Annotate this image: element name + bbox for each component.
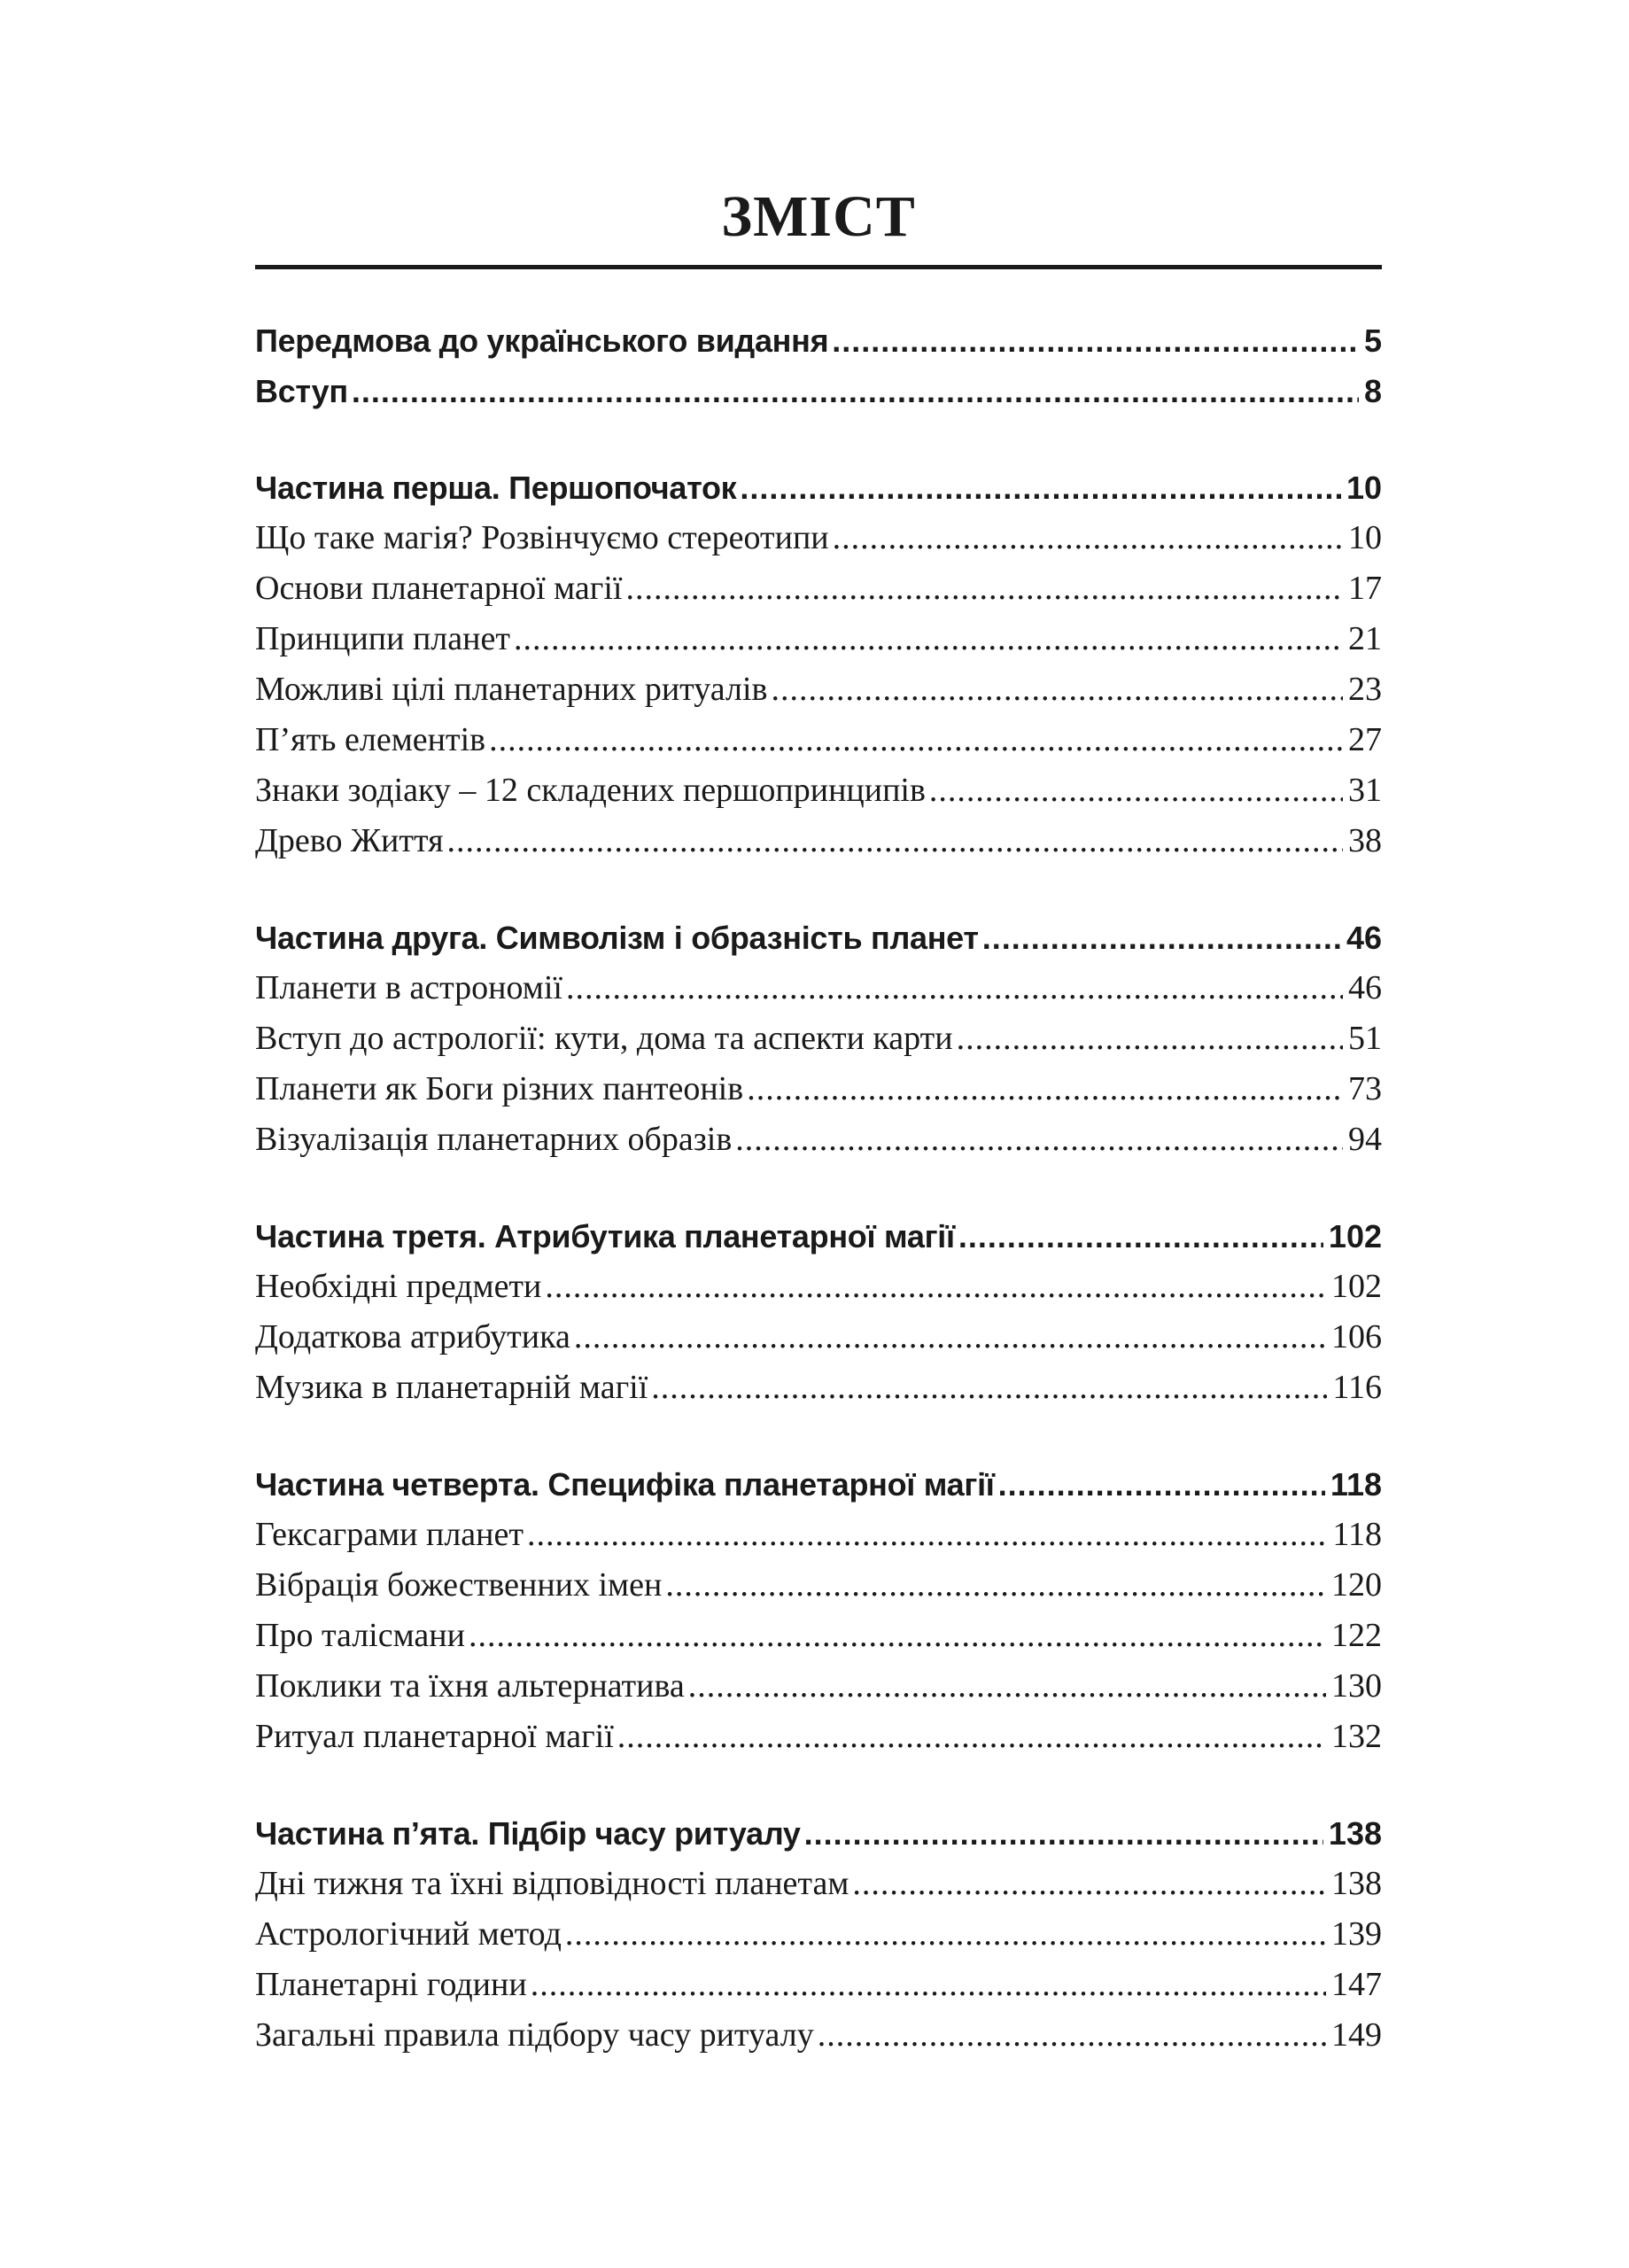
toc-entry-page: 10 xyxy=(1346,470,1382,506)
toc-entry-label: П’ять елементів xyxy=(255,721,486,758)
toc-entry[interactable] xyxy=(255,1064,1382,1115)
toc-entry[interactable] xyxy=(255,1859,1382,1909)
toc-part-2 xyxy=(255,913,1382,1165)
toc-entry-page: 149 xyxy=(1331,2016,1382,2054)
dot-leader xyxy=(447,816,1343,866)
toc-entry[interactable] xyxy=(255,1262,1382,1312)
toc-entry-label: Частина третя. Атрибутика планетарної магії xyxy=(255,1218,955,1254)
toc-entry-label: Візуалізація планетарних образів xyxy=(255,1121,733,1158)
toc-entry-label: Загальні правила підбору часу ритуалу xyxy=(255,2016,814,2054)
toc-entry-page: 8 xyxy=(1363,373,1382,409)
toc-entry-label: Планетарні години xyxy=(255,1966,527,2003)
toc-entry[interactable] xyxy=(255,1909,1382,1960)
toc-entry[interactable] xyxy=(255,1510,1382,1560)
dot-leader xyxy=(565,1909,1326,1960)
toc-entry[interactable] xyxy=(255,614,1382,664)
dot-leader xyxy=(852,1859,1326,1909)
toc-entry-page: 21 xyxy=(1348,620,1382,657)
toc-part-5 xyxy=(255,1808,1382,2061)
toc-entry-page: 31 xyxy=(1348,772,1382,809)
toc-entry-page: 94 xyxy=(1348,1121,1382,1158)
toc-entry[interactable] xyxy=(255,366,1382,416)
toc-entry-label: Частина четверта. Специфіка планетарної магії xyxy=(255,1466,995,1503)
dot-leader xyxy=(957,1014,1343,1064)
toc-entry-page: 106 xyxy=(1331,1318,1382,1355)
toc-entry[interactable] xyxy=(255,1560,1382,1611)
dot-leader xyxy=(740,462,1341,513)
dot-leader xyxy=(531,1960,1326,2010)
dot-leader xyxy=(489,715,1343,765)
dot-leader xyxy=(688,1661,1326,1712)
dot-leader xyxy=(665,1560,1326,1611)
toc-entry[interactable] xyxy=(255,1611,1382,1661)
dot-leader xyxy=(566,963,1343,1014)
page-title: ЗМІСТ xyxy=(721,184,916,249)
dot-leader xyxy=(735,1115,1343,1165)
table-of-contents xyxy=(255,315,1382,2061)
toc-part-heading[interactable] xyxy=(255,462,1382,513)
toc-entry-page: 122 xyxy=(1331,1617,1382,1654)
toc-entry-label: Основи планетарної магії xyxy=(255,570,623,607)
toc-entry-label: Вступ xyxy=(255,373,348,409)
toc-entry[interactable] xyxy=(255,1712,1382,1762)
toc-entry-page: 17 xyxy=(1348,570,1382,607)
dot-leader xyxy=(514,614,1343,664)
toc-entry-page: 116 xyxy=(1332,1369,1382,1406)
toc-part-heading[interactable] xyxy=(255,1211,1382,1262)
dot-leader xyxy=(771,664,1343,715)
toc-entry-label: Вступ до астрології: кути, дома та аспекти карти xyxy=(255,1020,953,1057)
toc-entry-label: Музика в планетарній магії xyxy=(255,1369,648,1406)
toc-entry-label: Частина п’ята. Підбір часу ритуалу xyxy=(255,1815,801,1852)
toc-entry-page: 46 xyxy=(1348,969,1382,1006)
toc-part-3 xyxy=(255,1211,1382,1413)
toc-entry-label: Дні тижня та їхні відповідності планетам xyxy=(255,1865,849,1902)
dot-leader xyxy=(617,1712,1326,1762)
toc-entry-label: Передмова до українського видання xyxy=(255,322,829,359)
toc-entry[interactable] xyxy=(255,2010,1382,2061)
toc-part-heading[interactable] xyxy=(255,1459,1382,1510)
toc-entry[interactable] xyxy=(255,1661,1382,1712)
toc-entry-page: 120 xyxy=(1331,1566,1382,1604)
toc-entry-page: 132 xyxy=(1331,1718,1382,1755)
dot-leader xyxy=(527,1510,1327,1560)
dot-leader xyxy=(625,563,1343,614)
toc-entry-label: Про талісмани xyxy=(255,1617,465,1654)
toc-entry[interactable] xyxy=(255,513,1382,563)
toc-entry[interactable] xyxy=(255,315,1382,366)
dot-leader xyxy=(982,913,1341,963)
toc-entry-page: 102 xyxy=(1331,1268,1382,1305)
toc-entry[interactable] xyxy=(255,1960,1382,2010)
toc-entry[interactable] xyxy=(255,765,1382,816)
toc-entry-label: Планети як Боги різних пантеонів xyxy=(255,1070,744,1107)
dot-leader xyxy=(832,315,1359,366)
toc-entry[interactable] xyxy=(255,1312,1382,1363)
toc-entry[interactable] xyxy=(255,816,1382,866)
toc-entry-page: 138 xyxy=(1328,1815,1382,1852)
toc-entry-label: Принципи планет xyxy=(255,620,510,657)
toc-entry[interactable] xyxy=(255,1014,1382,1064)
toc-entry-label: Поклики та їхня альтернатива xyxy=(255,1667,685,1705)
toc-entry-page: 130 xyxy=(1331,1667,1382,1705)
dot-leader xyxy=(818,2010,1326,2061)
dot-leader xyxy=(747,1064,1343,1115)
toc-entry-label: Знаки зодіаку – 12 складених першопринципів xyxy=(255,772,926,809)
toc-entry-label: Що таке магія? Розвінчуємо стереотипи xyxy=(255,519,829,556)
toc-entry-page: 118 xyxy=(1332,1516,1382,1553)
toc-part-4 xyxy=(255,1459,1382,1762)
toc-entry-page: 38 xyxy=(1348,822,1382,859)
toc-entry-label: Планети в астрономії xyxy=(255,969,562,1006)
toc-entry-label: Необхідні предмети xyxy=(255,1268,542,1305)
toc-entry[interactable] xyxy=(255,1363,1382,1413)
dot-leader xyxy=(352,366,1359,416)
toc-entry-page: 138 xyxy=(1331,1865,1382,1902)
toc-entry-label: Гексаграми планет xyxy=(255,1516,524,1553)
dot-leader xyxy=(574,1312,1326,1363)
toc-part-heading[interactable] xyxy=(255,1808,1382,1859)
toc-page xyxy=(255,182,1382,2061)
dot-leader xyxy=(804,1808,1323,1859)
toc-entry-label: Вібрація божественних імен xyxy=(255,1566,663,1604)
dot-leader xyxy=(998,1459,1325,1510)
toc-entry[interactable] xyxy=(255,963,1382,1014)
title-divider xyxy=(255,265,1382,269)
toc-intro-group xyxy=(255,315,1382,416)
toc-entry[interactable] xyxy=(255,563,1382,614)
toc-entry-page: 139 xyxy=(1331,1915,1382,1953)
toc-entry-page: 147 xyxy=(1331,1966,1382,2003)
dot-leader xyxy=(469,1611,1326,1661)
toc-part-heading[interactable] xyxy=(255,913,1382,963)
dot-leader xyxy=(929,765,1343,816)
toc-entry-page: 27 xyxy=(1348,721,1382,758)
toc-entry-page: 51 xyxy=(1348,1020,1382,1057)
dot-leader xyxy=(958,1211,1323,1262)
toc-entry-label: Частина перша. Першопочаток xyxy=(255,470,737,506)
toc-entry-page: 10 xyxy=(1348,519,1382,556)
toc-entry-page: 23 xyxy=(1348,671,1382,708)
toc-entry-label: Ритуал планетарної магії xyxy=(255,1718,614,1755)
toc-entry-label: Частина друга. Символізм і образність планет xyxy=(255,920,979,956)
dot-leader xyxy=(833,513,1343,563)
toc-entry-label: Древо Життя xyxy=(255,822,444,859)
toc-entry-page: 73 xyxy=(1348,1070,1382,1107)
toc-part-1 xyxy=(255,462,1382,866)
toc-entry[interactable] xyxy=(255,715,1382,765)
toc-entry-page: 118 xyxy=(1330,1466,1382,1503)
toc-entry-label: Додаткова атрибутика xyxy=(255,1318,570,1355)
toc-entry[interactable] xyxy=(255,664,1382,715)
toc-entry[interactable] xyxy=(255,1115,1382,1165)
toc-entry-label: Можливі цілі планетарних ритуалів xyxy=(255,671,768,708)
dot-leader xyxy=(651,1363,1327,1413)
toc-entry-page: 46 xyxy=(1346,920,1382,956)
toc-entry-label: Астрологічний метод xyxy=(255,1915,562,1953)
toc-entry-page: 102 xyxy=(1328,1218,1382,1254)
toc-entry-page: 5 xyxy=(1363,322,1382,359)
dot-leader xyxy=(545,1262,1326,1312)
